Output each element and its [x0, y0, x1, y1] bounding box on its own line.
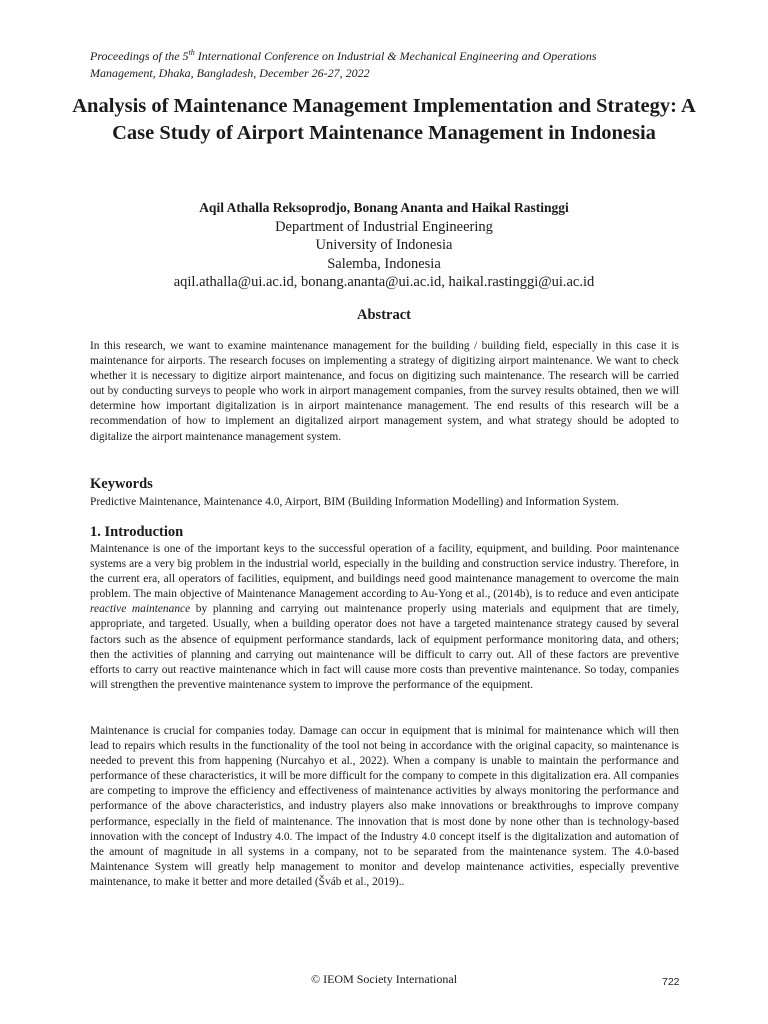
author-department: Department of Industrial Engineering: [275, 218, 493, 235]
header-line1-sup: th: [188, 48, 195, 57]
keywords-heading: Keywords: [90, 476, 153, 492]
footer-society: © IEOM Society International: [310, 972, 458, 986]
paper-title: Analysis of Maintenance Management Implementation and Strategy: A Case Study of Airport Maintenance Management in Indonesia: [72, 95, 696, 144]
author-names: Aqil Athalla Reksoprodjo, Bonang Ananta and Haikal Rastinggi: [199, 200, 569, 215]
proceedings-header: [90, 44, 690, 82]
author-location: Salemba, Indonesia: [327, 255, 441, 272]
intro-p1-part1: Maintenance is one of the important keys to the successful operation of a facility, equipment, and building. Poor maintenance systems are a very big problem in the industrial world, especially in the building and construction service industry. Therefore, in the current era, all operators of facilities, equipment, and buildings need good maintenance management to overcome the main problem. The main objective of Maintenance Management according to Au-Yong et al., (2014b), is to reduce and even anticipate: [90, 543, 679, 601]
abstract-text: In this research, we want to examine maintenance management for the building / building field, especially in this case it is maintenance for airports. The research focuses on implementing a strategy of digitizing airport maintenance. We want to check whether it is necessary to digitize airport maintenance, and focus on digitizing such maintenance. The research will be carried out by conducting surveys to people who work in airport management companies, from the survey results obtained, then we will determine how important digitalization is in airport maintenance management. The end results of this research will be a recommendation of how to implement an digitalized airport management system, and what strategy should be adopted to digitalize the airport maintenance management system.: [90, 340, 679, 443]
introduction-heading: 1. Introduction: [90, 524, 184, 540]
author-university: University of Indonesia: [315, 237, 453, 253]
authors-block: [60, 199, 708, 292]
header-line1-prefix: Proceedings of the 5: [90, 49, 189, 63]
intro-p1-italic-term: reactive maintenance: [90, 603, 191, 616]
header-line1-suffix: International Conference on Industrial & Mechanical Engineering and Operations: [194, 49, 597, 63]
introduction-paragraph-2: Maintenance is crucial for companies today. Damage can occur in equipment that is minimal for maintenance which will then lead to repairs which results in the functionality of the tool not being in accordance with the original capacity, so maintenance is needed to prevent this from happening (Nurcahyo et al., 2022). When a company is unable to maintain the performance and performance of these characteristics, it will be more difficult for the company to compete in this digitalization era. All companies are competing to improve the efficiency and effectiveness of maintenance activities by always monitoring the performance and performance of the above characteristics, and industry players also make innovations or breakthroughs to improve company performance, especially in the field of maintenance. The innovation that is most done by none other than is technology-based innovation with the concept of Industry 4.0. The impact of the Industry 4.0 concept itself is the digitalization and automation of the amount of magnitude in all systems in a company, not to be separated from the maintenance system. The 4.0-based Maintenance System will greatly help management to monitor and develop maintenance activities, especially preventive maintenance, to make it better and more detailed (Šváb et al., 2019)..: [90, 725, 679, 888]
keywords-text: Predictive Maintenance, Maintenance 4.0, Airport, BIM (Building Information Modelling) and Information System.: [90, 496, 619, 508]
intro-p1-part2: by planning and carrying out maintenance properly using materials and equipment that are timely, appropriate, and targeted. Usually, when a building operator does not have a targeted maintenance strategy caused by several factors such as the absence of equipment performance standards, lack of equipment performance monitoring data, and others; then the activities of planning and carrying out maintenance will be difficult to carry out. All of these factors are preventive efforts to carry out reactive maintenance which in fact will cause more costs than preventive maintenance. So today, companies will strengthen the preventive maintenance system to improve the performance of the equipment.: [90, 603, 679, 691]
header-line2: Management, Dhaka, Bangladesh, December 26-27, 2022: [90, 66, 370, 80]
page-number: 722: [662, 976, 680, 988]
introduction-paragraph-1: [90, 542, 679, 693]
author-emails: aqil.athalla@ui.ac.id, bonang.ananta@ui.ac.id, haikal.rastinggi@ui.ac.id: [173, 274, 595, 290]
abstract-heading: Abstract: [357, 307, 411, 323]
